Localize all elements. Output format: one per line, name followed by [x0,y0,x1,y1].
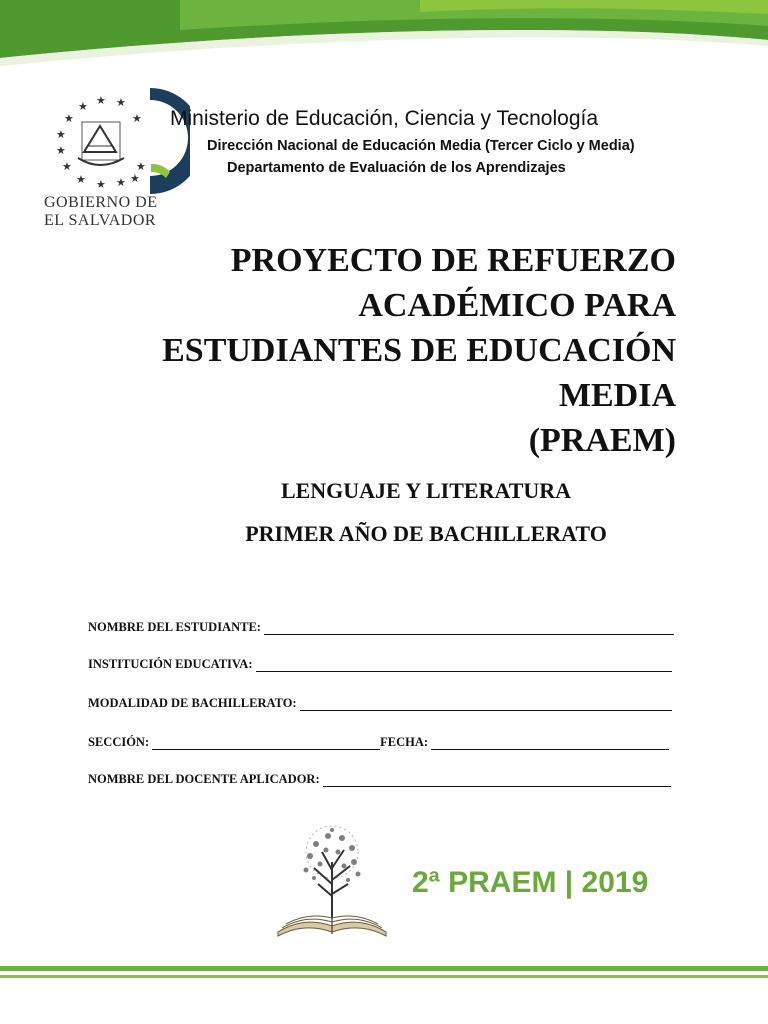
title-line: (PRAEM) [528,422,676,459]
date-blank [431,737,669,750]
svg-text:★: ★ [56,144,66,157]
teacher-blank [323,774,671,787]
svg-text:★: ★ [136,160,146,173]
government-logo [38,88,190,238]
modality-blank [300,698,672,711]
institution-field [88,657,672,672]
svg-text:★: ★ [130,172,140,185]
date-label: FECHA: [380,735,429,749]
logo-text-line1: GOBIERNO DE [44,194,158,211]
section-date-field [88,735,669,750]
direction-name: Dirección Nacional de Educación Media (Tercer Ciclo y Media) [207,138,635,154]
department-name: Departamento de Evaluación de los Aprendizajes [227,160,566,176]
svg-text:★: ★ [56,128,66,141]
ministry-name: Ministerio de Educación, Ciencia y Tecnología [170,107,599,130]
teacher-label: NOMBRE DEL DOCENTE APLICADOR: [88,772,320,786]
title-line: ACADÉMICO PARA [358,287,676,324]
student-name-field [88,620,674,635]
student-name-blank [264,622,674,635]
svg-text:★: ★ [132,112,142,125]
institution-blank [256,659,672,672]
svg-text:★: ★ [78,100,88,113]
edition-label: 2ª PRAEM | 2019 [412,866,649,899]
title-line: PROYECTO DE REFUERZO [230,242,676,279]
grade-level: PRIMER AÑO DE BACHILLERATO [245,521,607,546]
logo-text-line2: EL SALVADOR [44,212,157,229]
teacher-field [88,772,671,787]
title-line: MEDIA [558,377,676,414]
section-blank [152,737,380,750]
svg-text:★: ★ [64,112,74,125]
bottom-divider [0,975,768,978]
modality-field [88,696,672,711]
svg-text:★: ★ [116,96,126,109]
svg-text:★: ★ [62,160,72,173]
svg-text:★: ★ [76,173,86,186]
section-label: SECCIÓN: [88,735,150,749]
subject-area: LENGUAJE Y LITERATURA [280,478,572,503]
tree-growing-from-open-book-icon [268,822,396,942]
bottom-divider [0,966,768,971]
svg-text:★: ★ [96,94,106,107]
el-salvador-coat-of-arms-icon [38,88,190,198]
institution-label: INSTITUCIÓN EDUCATIVA: [88,657,253,671]
svg-text:★: ★ [96,178,106,191]
svg-text:★: ★ [116,176,126,189]
title-line: ESTUDIANTES DE EDUCACIÓN [162,332,676,369]
student-name-label: NOMBRE DEL ESTUDIANTE: [88,620,261,634]
top-green-band [0,0,768,80]
document-title [116,238,676,463]
modality-label: MODALIDAD DE BACHILLERATO: [88,696,297,710]
